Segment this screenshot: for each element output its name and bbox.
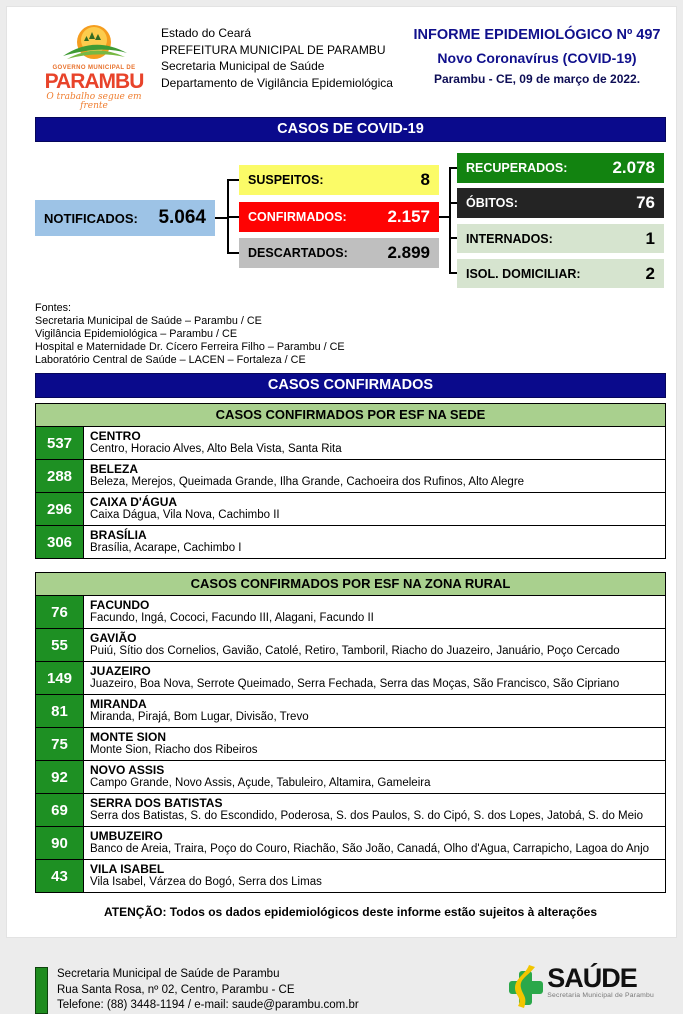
row-count: 92: [36, 761, 84, 794]
footer-green-bar: [35, 967, 48, 1014]
saude-logo: [505, 965, 654, 1014]
sources-block: [35, 302, 666, 367]
saude-logo-text: [547, 965, 654, 1000]
stat-confirmados: [239, 202, 439, 232]
connector-line: [439, 216, 449, 218]
row-count: 43: [36, 860, 84, 893]
stat-notificados: [35, 200, 215, 236]
stat-notificados-value: 5.064: [158, 207, 206, 228]
table-row: [36, 493, 666, 526]
row-count: 149: [36, 662, 84, 695]
table-row: [36, 827, 666, 860]
stat-obitos-label: ÓBITOS:: [466, 196, 518, 210]
table-row: [36, 427, 666, 460]
connector-line: [449, 272, 457, 274]
logo-gov-line: GOVERNO MUNICIPAL DE: [52, 65, 136, 71]
report-title: INFORME EPIDEMIOLÓGICO Nº 497: [413, 27, 661, 43]
attention-note: ATENÇÃO: Todos os dados epidemiológicos deste informe estão sujeitos à alterações: [104, 905, 597, 919]
row-count: 81: [36, 695, 84, 728]
row-localities: Facundo, Ingá, Cococi, Facundo III, Alagani, Facundo II: [90, 612, 374, 624]
stat-suspeitos: [239, 165, 439, 195]
stat-descartados: [239, 238, 439, 268]
row-esf-name: GAVIÃO: [90, 631, 137, 645]
org-line-departamento: Departamento de Vigilância Epidemiológica: [161, 75, 393, 90]
row-esf-name: CAIXA D'ÁGUA: [90, 495, 178, 509]
connector-line: [449, 167, 451, 274]
row-localities: Miranda, Pirajá, Bom Lugar, Divisão, Trevo: [90, 711, 309, 723]
green-cross-ribbon-icon: [505, 965, 547, 1014]
table-esf-sede: [35, 403, 666, 559]
table-sede-header: CASOS CONFIRMADOS POR ESF NA SEDE: [36, 404, 666, 427]
stat-recuperados-label: RECUPERADOS:: [466, 161, 568, 175]
row-localities: Caixa Dágua, Vila Nova, Cachimbo II: [90, 509, 280, 521]
report-subtitle: Novo Coronavírus (COVID-19): [437, 50, 637, 66]
row-localities: Banco de Areia, Traira, Poço do Couro, Riachão, São João, Canadá, Olho d'Agua, Carrapicho, Lagoa do Anjo: [90, 843, 650, 855]
stat-isol-domiciliar-label: ISOL. DOMICILIAR:: [466, 266, 581, 281]
row-esf-name: JUAZEIRO: [90, 664, 151, 678]
table-row: [36, 794, 666, 827]
row-count: 55: [36, 629, 84, 662]
row-localities: Beleza, Merejos, Queimada Grande, Ilha Grande, Cachoeira dos Rufinos, Alto Alegre: [90, 476, 525, 488]
row-count: 75: [36, 728, 84, 761]
stat-suspeitos-label: SUSPEITOS:: [248, 173, 324, 187]
row-esf-name: BRASÍLIA: [90, 528, 147, 542]
row-localities: Campo Grande, Novo Assis, Açude, Tabuleiro, Altamira, Gameleira: [90, 777, 431, 789]
report-date: Parambu - CE, 09 de março de 2022.: [433, 72, 641, 86]
document-content: [7, 7, 676, 1014]
row-esf-name: UMBUZEIRO: [90, 829, 163, 843]
connector-line: [227, 252, 239, 254]
stat-internados-value: 1: [645, 228, 655, 248]
stat-notificados-label: NOTIFICADOS:: [44, 210, 138, 226]
source-line: Vigilância Epidemiológica – Parambu / CE: [35, 328, 238, 340]
row-count: 537: [36, 427, 84, 460]
parambu-logo: [35, 23, 153, 111]
row-esf-name: SERRA DOS BATISTAS: [90, 796, 223, 810]
table-row: [36, 860, 666, 893]
banner-casos-covid: CASOS DE COVID-19: [35, 117, 666, 142]
row-esf-name: NOVO ASSIS: [90, 763, 165, 777]
footer-org-line: Secretaria Municipal de Saúde de Parambu: [57, 968, 280, 980]
row-esf-name: VILA ISABEL: [90, 862, 165, 876]
connector-line: [449, 202, 457, 204]
stat-descartados-label: DESCARTADOS:: [248, 246, 348, 260]
footer-contact-block: [57, 965, 359, 1014]
table-row: [36, 460, 666, 493]
stat-isol-domiciliar-value: 2: [645, 263, 655, 283]
row-esf-name: BELEZA: [90, 462, 138, 476]
stats-diagram: [35, 150, 666, 296]
row-esf-name: MIRANDA: [90, 697, 147, 711]
row-esf-name: FACUNDO: [90, 598, 150, 612]
row-localities: Puiú, Sítio dos Cornelios, Gavião, Catolé, Retiro, Tamboril, Riacho do Juazeiro, Januário, Poço Cercado: [90, 645, 620, 657]
stat-suspeitos-value: 8: [420, 170, 430, 189]
org-lines: [161, 25, 393, 91]
table-row: [36, 761, 666, 794]
row-count: 76: [36, 596, 84, 629]
footer-phone-email-line: Telefone: (88) 3448-1194 / e-mail: saude@parambu.com.br: [57, 999, 359, 1011]
saude-logo-title: SAÚDE: [547, 963, 637, 993]
table-row: [36, 629, 666, 662]
report-footer: [35, 965, 666, 1014]
source-line: Laboratório Central de Saúde – LACEN – Fortaleza / CE: [35, 354, 306, 366]
table-row: [36, 662, 666, 695]
connector-line: [227, 216, 239, 218]
table-row: [36, 695, 666, 728]
stat-confirmados-value: 2.157: [387, 207, 430, 226]
row-count: 90: [36, 827, 84, 860]
org-line-prefeitura: PREFEITURA MUNICIPAL DE PARAMBU: [161, 42, 386, 57]
stat-obitos: [457, 188, 664, 218]
stat-confirmados-label: CONFIRMADOS:: [248, 210, 347, 224]
stat-isol-domiciliar: [457, 259, 664, 288]
row-localities: Juazeiro, Boa Nova, Serrote Queimado, Serra Fechada, Serra das Moças, São Francisco, São Cipriano: [90, 678, 620, 690]
row-esf-name: MONTE SION: [90, 730, 167, 744]
row-localities: Serra dos Batistas, S. do Escondido, Poderosa, S. dos Paulos, S. do Cipó, S. dos Lopes, Jatobá, S. do Meio: [90, 810, 643, 822]
stat-recuperados: [457, 153, 664, 183]
table-row: [36, 596, 666, 629]
saude-logo-subtitle: Secretaria Municipal de Parambu: [547, 992, 654, 999]
stat-descartados-value: 2.899: [387, 243, 430, 262]
org-line-state: Estado do Ceará: [161, 26, 252, 40]
footer-address-line: Rua Santa Rosa, nº 02, Centro, Parambu - CE: [57, 983, 295, 996]
source-line: Secretaria Municipal de Saúde – Parambu / CE: [35, 315, 262, 327]
table-esf-zona-rural: [35, 572, 666, 893]
connector-line: [449, 167, 457, 169]
sources-title: Fontes:: [35, 302, 72, 314]
row-localities: Centro, Horacio Alves, Alto Bela Vista, Santa Rita: [90, 443, 342, 455]
report-header: [35, 21, 666, 111]
row-localities: Monte Sion, Riacho dos Ribeiros: [90, 744, 258, 756]
row-count: 296: [36, 493, 84, 526]
stat-internados: [457, 224, 664, 253]
stat-internados-label: INTERNADOS:: [466, 231, 553, 246]
connector-line: [449, 237, 457, 239]
banner-casos-confirmados: CASOS CONFIRMADOS: [35, 373, 666, 398]
table-rural-header: CASOS CONFIRMADOS POR ESF NA ZONA RURAL: [36, 573, 666, 596]
row-localities: Vila Isabel, Várzea do Bogó, Serra dos Limas: [90, 876, 322, 888]
row-count: 306: [36, 526, 84, 559]
logo-city-name: PARAMBU: [44, 70, 144, 93]
table-row: [36, 728, 666, 761]
source-line: Hospital e Maternidade Dr. Cícero Ferreira Filho – Parambu / CE: [35, 341, 345, 353]
row-count: 69: [36, 794, 84, 827]
row-esf-name: CENTRO: [90, 429, 141, 443]
stat-obitos-value: 76: [636, 193, 655, 212]
document-page: [6, 6, 677, 1011]
table-row: [36, 526, 666, 559]
connector-line: [227, 179, 239, 181]
org-line-secretaria: Secretaria Municipal de Saúde: [161, 59, 325, 73]
report-title-block: [408, 27, 666, 86]
row-localities: Brasília, Acarape, Cachimbo I: [90, 542, 242, 554]
stat-recuperados-value: 2.078: [612, 158, 655, 177]
logo-tagline: O trabalho segue em frente: [46, 92, 142, 111]
row-count: 288: [36, 460, 84, 493]
